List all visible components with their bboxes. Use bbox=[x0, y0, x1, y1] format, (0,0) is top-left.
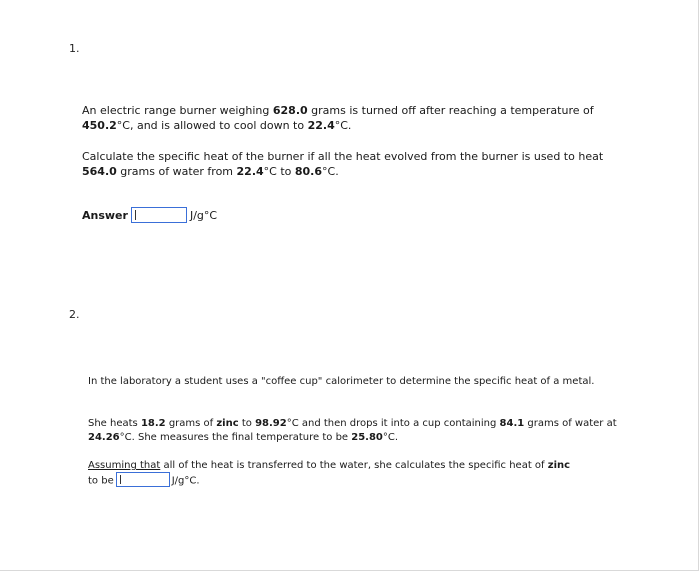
text-caret bbox=[120, 475, 121, 484]
question-1-unit: J/g°C bbox=[189, 208, 218, 222]
q1-water-from-temp: 22.4 bbox=[236, 165, 264, 178]
q2-underlined-text: Assuming that bbox=[88, 460, 161, 471]
q1-p2-text-c: °C to bbox=[263, 165, 295, 178]
question-2-number: 2. bbox=[69, 308, 80, 321]
q2-metal-temp: 98.92 bbox=[255, 418, 287, 429]
q2-text-d: °C and then drops it into a cup containing bbox=[286, 418, 500, 429]
q2-p3-text-b: to be bbox=[88, 475, 114, 487]
question-2-paragraph-1: In the laboratory a student uses a "coffee cup" calorimeter to determine the specific heat of a metal. bbox=[88, 376, 595, 387]
q2-text-a: She heats bbox=[88, 418, 141, 429]
q1-p2-text-d: °C. bbox=[322, 165, 339, 178]
q2-text-b: grams of bbox=[165, 418, 217, 429]
q1-text-a: An electric range burner weighing bbox=[82, 104, 273, 117]
question-2-answer-input[interactable] bbox=[116, 472, 170, 487]
q2-metal-name: zinc bbox=[216, 418, 239, 429]
question-1-paragraph-1 bbox=[82, 103, 642, 133]
q2-water-mass: 84.1 bbox=[499, 418, 525, 429]
question-2-paragraph-2 bbox=[88, 417, 618, 445]
q1-water-mass: 564.0 bbox=[82, 165, 117, 178]
q1-p2-text-b: grams of water from bbox=[116, 165, 237, 178]
q1-burner-mass: 628.0 bbox=[272, 104, 308, 117]
q2-text-e: grams of water at bbox=[524, 418, 617, 429]
question-1-paragraph-2 bbox=[82, 149, 642, 179]
q2-text-g: °C. bbox=[382, 432, 399, 443]
question-2-paragraph-3 bbox=[88, 459, 623, 489]
text-caret bbox=[135, 210, 136, 220]
q1-temp-low: 22.4 bbox=[307, 119, 335, 132]
q1-text-b: grams is turned off after reaching a temperature of bbox=[307, 104, 594, 117]
question-1-number: 1. bbox=[69, 42, 80, 55]
q2-metal-mass: 18.2 bbox=[140, 418, 166, 429]
question-2-unit: J/g°C. bbox=[171, 475, 200, 487]
q1-p2-text-a: Calculate the specific heat of the burner if all the heat evolved from the burner is used to heat bbox=[82, 150, 604, 163]
q2-text-c: to bbox=[238, 418, 256, 429]
q1-temp-high: 450.2 bbox=[82, 119, 117, 132]
question-1-answer-row bbox=[82, 207, 217, 223]
q2-p3-text-a: all of the heat is transferred to the water, she calculates the specific heat of bbox=[160, 460, 548, 471]
q1-water-to-temp: 80.6 bbox=[294, 165, 323, 178]
q2-final-temp: 25.80 bbox=[351, 432, 383, 443]
q2-water-temp: 24.26 bbox=[88, 432, 120, 443]
q2-text-f: °C. She measures the final temperature to be bbox=[119, 432, 352, 443]
answer-label: Answer bbox=[82, 208, 128, 222]
question-1-answer-input[interactable] bbox=[131, 207, 187, 223]
q1-text-c: °C, and is allowed to cool down to bbox=[116, 119, 308, 132]
q1-text-d: °C. bbox=[334, 119, 352, 132]
q2-p3-metal-name: zinc bbox=[547, 460, 571, 471]
